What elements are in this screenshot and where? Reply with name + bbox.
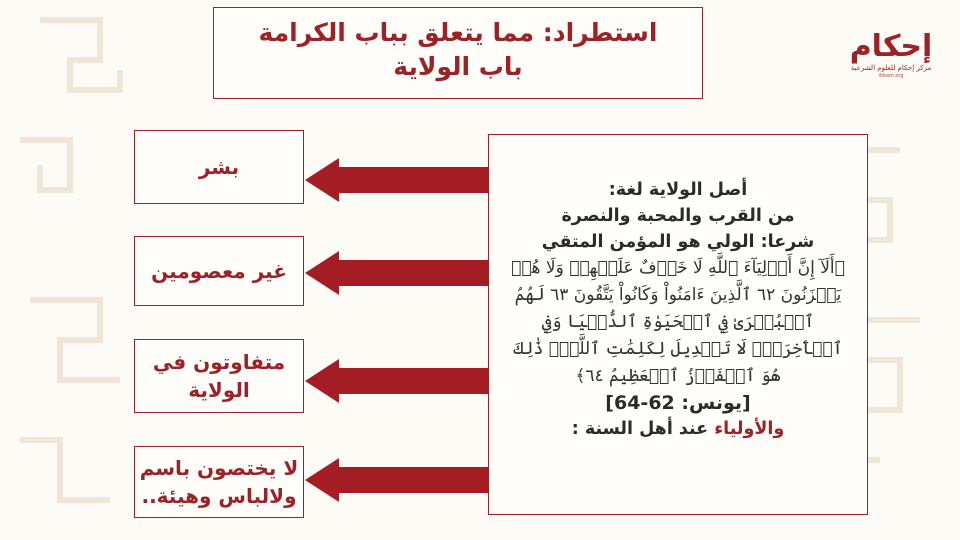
title-line-1: استطراد: مما يتعلق بباب الكرامة: [258, 18, 658, 47]
arrow-to-not-infallible: [305, 248, 488, 298]
logo: [848, 30, 934, 96]
title-box: [213, 7, 703, 99]
definition-heading: أصل الولاية لغة:: [608, 180, 748, 200]
left-box-human: بشر: [134, 130, 304, 204]
verse-reference: [يونس: 62-64]: [605, 392, 751, 414]
arrow-to-no-distinct-name: [305, 455, 488, 505]
arrow-to-human: [305, 155, 488, 205]
quran-verse: ﴿أَلَآ إِنَّ أَوۡلِيَآءَ ٱللَّهِ لَا خَوۡفٌ عَلَيۡهِمۡ وَلَا هُمۡ يَحۡزَنُونَ ٦٢ ٱلَّذِينَ ءَامَنُواْ وَكَانُواْ يَتَّقُونَ ٦٣ لَهُمُ ٱلۡبُشۡرَىٰ فِي ٱلۡحَيَوٰةِ ٱلدُّنۡيَا وَفِي ٱلۡأٓخِرَةِۚ لَا تَبۡدِيلَ لِكَلِمَٰتِ ٱللَّهِۚ ذَٰلِكَ هُوَ ٱلۡفَوۡزُ ٱلۡعَظِيمُ ٦٤﴾: [511, 258, 845, 386]
legal-definition: شرعا: الولي هو المؤمن المتقي: [541, 232, 815, 252]
logo-subtitle: مركز إحكام للعلوم الشرعية: [850, 64, 932, 72]
left-box-varying: متفاوتون في الولاية: [134, 339, 304, 413]
ahl-sunnah-line: [489, 416, 867, 442]
left-box-not-infallible: غير معصومين: [134, 236, 304, 306]
logo-tagline: ihkam.org: [878, 73, 904, 79]
ahl-sunnah-text: عند أهل السنة :: [571, 419, 709, 439]
title-line-2: باب الولاية: [393, 52, 523, 81]
awliya-word: والأولياء: [714, 419, 785, 439]
arrow-to-varying: [305, 356, 488, 406]
linguistic-definition: من القرب والمحبة والنصرة: [561, 206, 795, 226]
definition-box: [488, 134, 868, 515]
left-box-no-distinct-name: لا يختصون باسم ولالباس وهيئة..: [134, 446, 304, 518]
logo-word: إحكام: [849, 29, 933, 64]
